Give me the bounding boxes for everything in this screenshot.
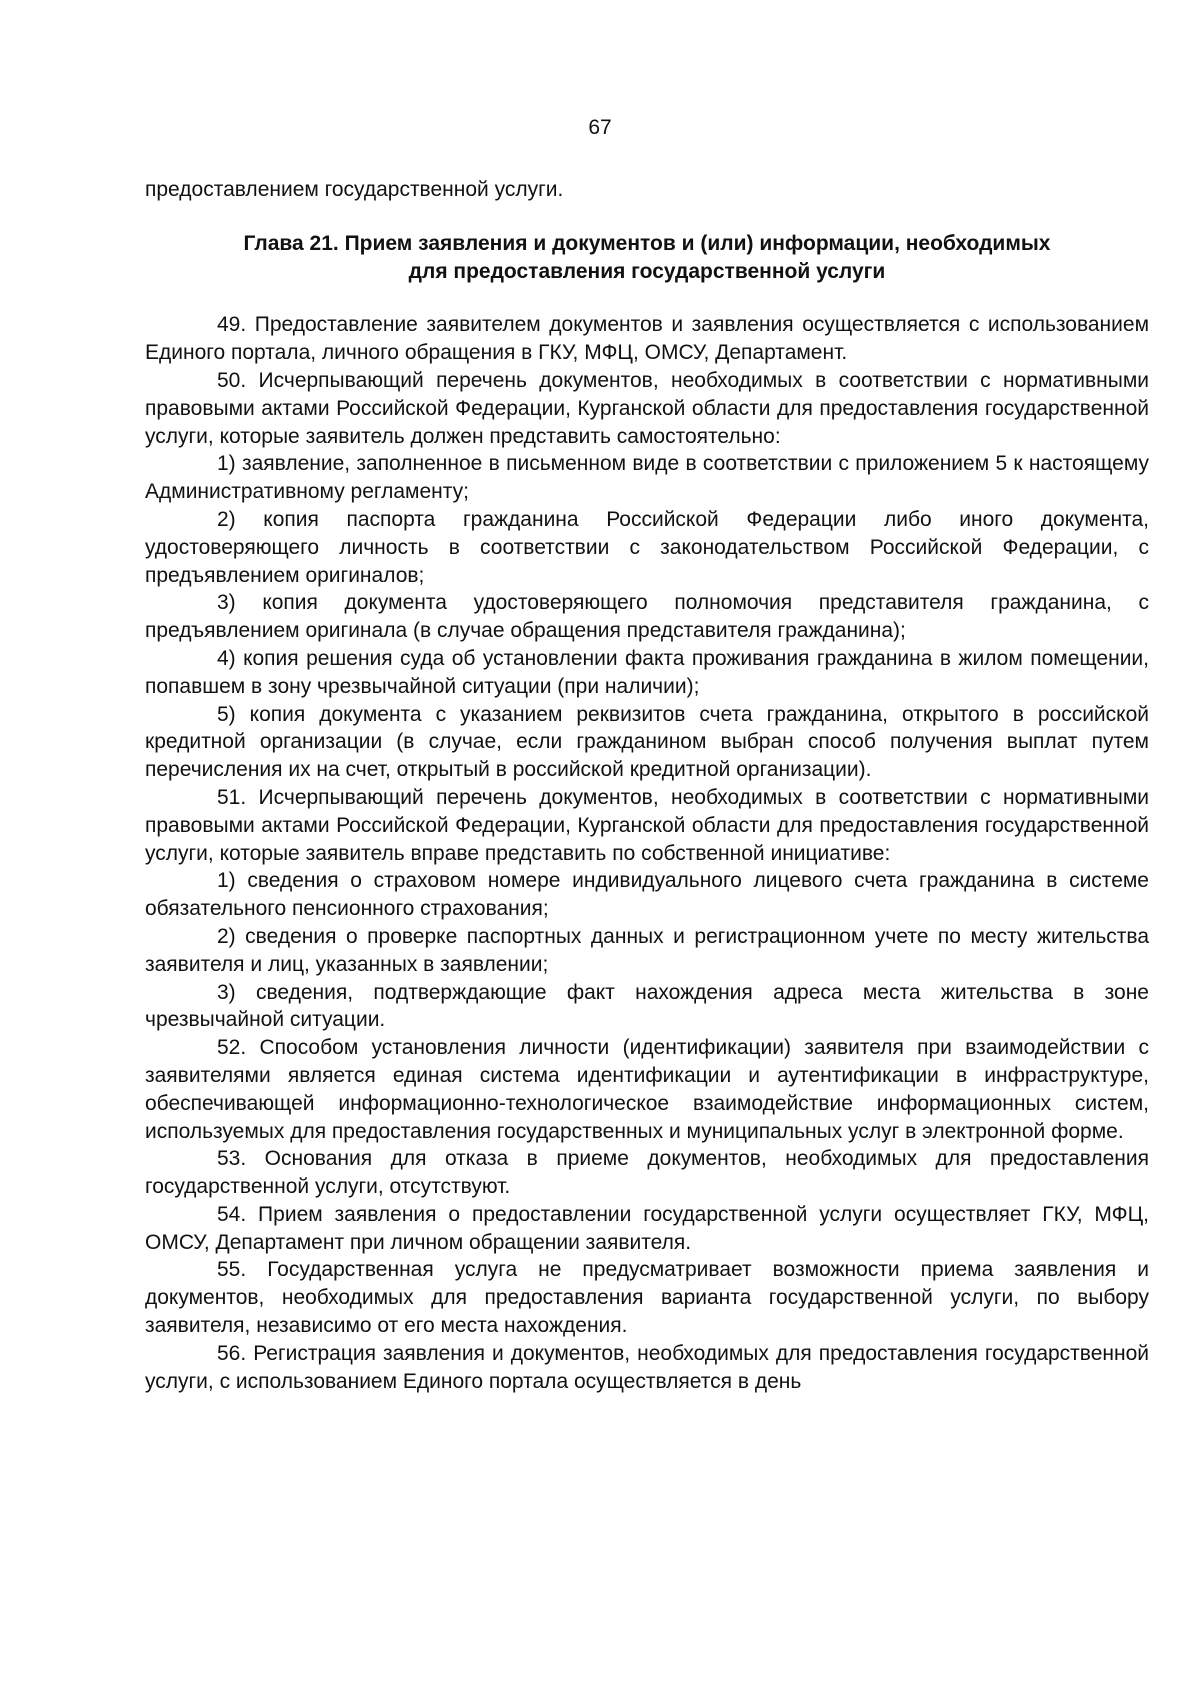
paragraph-56: 56. Регистрация заявления и документов, необходимых для предоставления государственной услуги, с использованием Единого портала осуществляется в день: [145, 1341, 1149, 1393]
paragraph-51-item-2: 2) сведения о проверке паспортных данных и регистрационном учете по месту жительства заявителя и лиц, указанных в заявлении;: [145, 924, 1149, 976]
paragraph-50-item-2: 2) копия паспорта гражданина Российской Федерации либо иного документа, удостоверяющего личность в соответствии с законодательством Российской Федерации, с предъявлением оригиналов;: [145, 507, 1149, 587]
document-body: [145, 176, 1149, 1395]
paragraph-53: 53. Основания для отказа в приеме документов, необходимых для предоставления государственной услуги, отсутствуют.: [145, 1147, 1149, 1199]
page-number: 67: [588, 116, 612, 139]
paragraph-50-item-3: 3) копия документа удостоверяющего полномочия представителя гражданина, с предъявлением оригинала (в случае обращения представителя гражданина);: [145, 591, 1149, 643]
paragraph-54: 54. Прием заявления о предоставлении государственной услуги осуществляет ГКУ, МФЦ, ОМСУ, Департамент при личном обращении заявителя.: [145, 1202, 1149, 1254]
paragraph-50-item-4: 4) копия решения суда об установлении факта проживания гражданина в жилом помещении, попавшем в зону чрезвычайной ситуации (при наличии);: [145, 646, 1149, 698]
paragraph-50-item-5: 5) копия документа с указанием реквизитов счета гражданина, открытого в российской кредитной организации (в случае, если гражданином выбран способ получения выплат путем перечисления их на счет, открытый в российской кредитной организации).: [145, 702, 1149, 782]
paragraph-51: 51. Исчерпывающий перечень документов, необходимых в соответствии с нормативными правовыми актами Российской Федерации, Курганской области для предоставления государственной услуги, которые заявитель вправе представить по собственной инициативе:: [145, 785, 1149, 865]
carryover-line: предоставлением государственной услуги.: [145, 178, 564, 201]
paragraph-50-item-1: 1) заявление, заполненное в письменном виде в соответствии с приложением 5 к настоящему Административному регламенту;: [145, 452, 1149, 504]
paragraph-51-item-1: 1) сведения о страховом номере индивидуального лицевого счета гражданина в системе обязательного пенсионного страхования;: [145, 869, 1149, 921]
paragraph-52: 52. Способом установления личности (идентификации) заявителя при взаимодействии с заявителями является единая система идентификации и аутентификации в инфраструктуре, обеспечивающей информационно-технологическое взаимодействие информационных систем, используемых для предоставления государственных и муниципальных услуг в электронной форме.: [145, 1036, 1149, 1143]
chapter-heading: [145, 230, 1149, 286]
paragraph-51-item-3: 3) сведения, подтверждающие факт нахождения адреса места жительства в зоне чрезвычайной ситуации.: [145, 980, 1149, 1032]
chapter-heading-line-2: для предоставления государственной услуги: [408, 259, 886, 283]
paragraph-50: 50. Исчерпывающий перечень документов, необходимых в соответствии с нормативными правовыми актами Российской Федерации, Курганской области для предоставления государственной услуги, которые заявитель должен представить самостоятельно:: [145, 368, 1149, 448]
paragraph-49: 49. Предоставление заявителем документов и заявления осуществляется с использованием Единого портала, личного обращения в ГКУ, МФЦ, ОМСУ, Департамент.: [145, 313, 1149, 365]
chapter-heading-line-1: Глава 21. Прием заявления и документов и (или) информации, необходимых: [243, 231, 1051, 255]
paragraph-55: 55. Государственная услуга не предусматривает возможности приема заявления и документов, необходимых для предоставления варианта государственной услуги, по выбору заявителя, независимо от его места нахождения.: [145, 1258, 1149, 1338]
